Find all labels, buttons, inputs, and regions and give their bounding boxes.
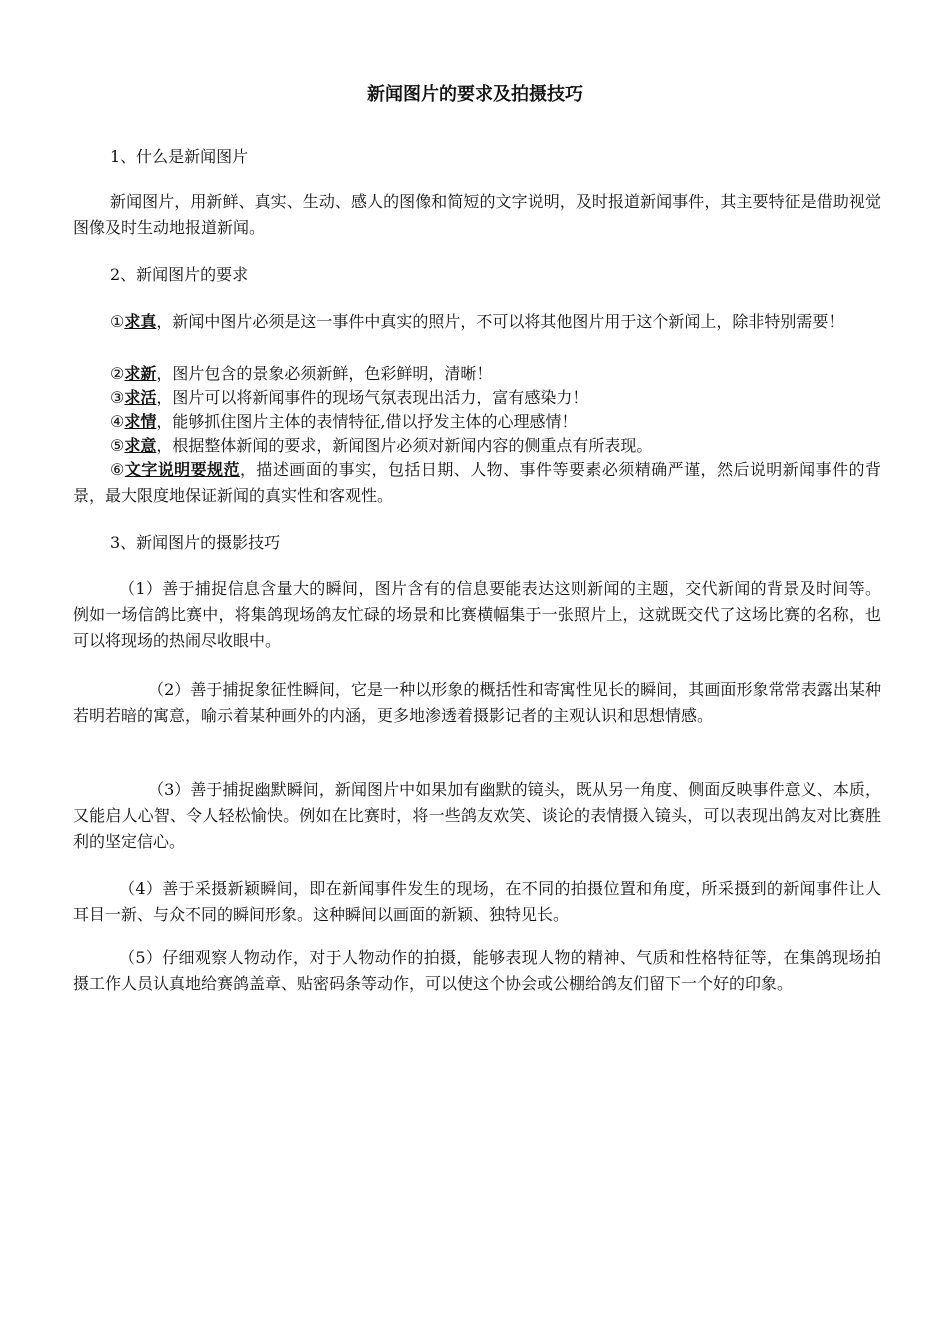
requirement-text: ，能够抓住图片主体的表情特征,借以抒发主体的心理感情！	[156, 412, 578, 431]
technique-paragraph-5: （5）仔细观察人物动作，对于人物动作的拍摄，能够表现人物的精神、气质和性格特征等，在集鸽现场拍摄工作人员认真地给赛鸽盖章、贴密码条等动作，可以使这个协会或公棚给鸽友们留下一个好的印象。	[73, 948, 881, 993]
requirement-keyword: 求意	[124, 436, 157, 455]
document-title: 新闻图片的要求及拍摄技巧	[367, 84, 583, 105]
requirement-number: ①	[110, 312, 125, 331]
requirement-keyword: 文字说明要规范	[124, 460, 240, 479]
technique-paragraph-4: （4）善于采摄新颖瞬间，即在新闻事件发生的现场，在不同的拍摄位置和角度，所采摄到的新闻事件让人耳目一新、与众不同的瞬间形象。这种瞬间以画面的新颖、独特见长。	[73, 879, 881, 924]
requirement-keyword: 求新	[124, 364, 157, 383]
section-2-heading: 2、新闻图片的要求	[110, 265, 249, 284]
requirement-item-3	[73, 385, 881, 411]
requirement-item-5	[73, 433, 881, 459]
requirement-text: ，描述画面的事实，包括日期、人物、事件等要素必须精确严谨，然后说明新闻事件的背景，最大限度地保证新闻的真实性和客观性。	[73, 460, 881, 505]
technique-paragraph-1: （1）善于捕捉信息含量大的瞬间，图片含有的信息要能表达这则新闻的主题，交代新闻的背景及时间等。例如一场信鸽比赛中，将集鸽现场鸽友忙碌的场景和比赛横幅集于一张照片上，这就既交代了这场比赛的名称，也可以将现场的热闹尽收眼中。	[73, 579, 881, 650]
requirement-item-4	[73, 409, 881, 435]
requirement-keyword: 求真	[124, 312, 157, 331]
section-1-heading: 1、什么是新闻图片	[110, 147, 249, 166]
requirement-number: ④	[110, 412, 125, 431]
requirement-number: ③	[110, 388, 125, 407]
section-1-paragraph: 新闻图片，用新鲜、真实、生动、感人的图像和简短的文字说明，及时报道新闻事件，其主要特征是借助视觉图像及时生动地报道新闻。	[73, 192, 881, 237]
requirement-item-6	[73, 457, 881, 509]
requirement-text: ，图片包含的景象必须新鲜，色彩鲜明，清晰！	[156, 364, 493, 383]
technique-paragraph-2: （2）善于捕捉象征性瞬间，它是一种以形象的概括性和寄寓性见长的瞬间，其画面形象常常表露出某种若明若暗的寓意，喻示着某种画外的内涵，更多地渗透着摄影记者的主观认识和思想情感。	[73, 680, 881, 725]
technique-paragraph-3: （3）善于捕捉幽默瞬间，新闻图片中如果加有幽默的镜头，既从另一角度、侧面反映事件意义、本质，又能启人心智、令人轻松愉快。例如在比赛时，将一些鸽友欢笑、谈论的表情摄入镜头，可以表现出鸽友对比赛胜利的坚定信心。	[73, 780, 881, 851]
requirement-text: ，根据整体新闻的要求，新闻图片必须对新闻内容的侧重点有所表现。	[156, 436, 653, 455]
requirement-keyword: 求活	[124, 388, 157, 407]
requirement-item-2	[73, 361, 881, 387]
section-3-heading: 3、新闻图片的摄影技巧	[110, 533, 281, 552]
requirement-number: ⑥	[110, 460, 125, 479]
requirement-text: ，新闻中图片必须是这一事件中真实的照片，不可以将其他图片用于这个新闻上，除非特别需要！	[156, 312, 845, 331]
requirement-number: ②	[110, 364, 125, 383]
requirement-number: ⑤	[110, 436, 125, 455]
requirement-keyword: 求情	[124, 412, 157, 431]
requirement-text: ，图片可以将新闻事件的现场气氛表现出活力，富有感染力！	[156, 388, 589, 407]
requirement-item-1	[73, 309, 881, 335]
